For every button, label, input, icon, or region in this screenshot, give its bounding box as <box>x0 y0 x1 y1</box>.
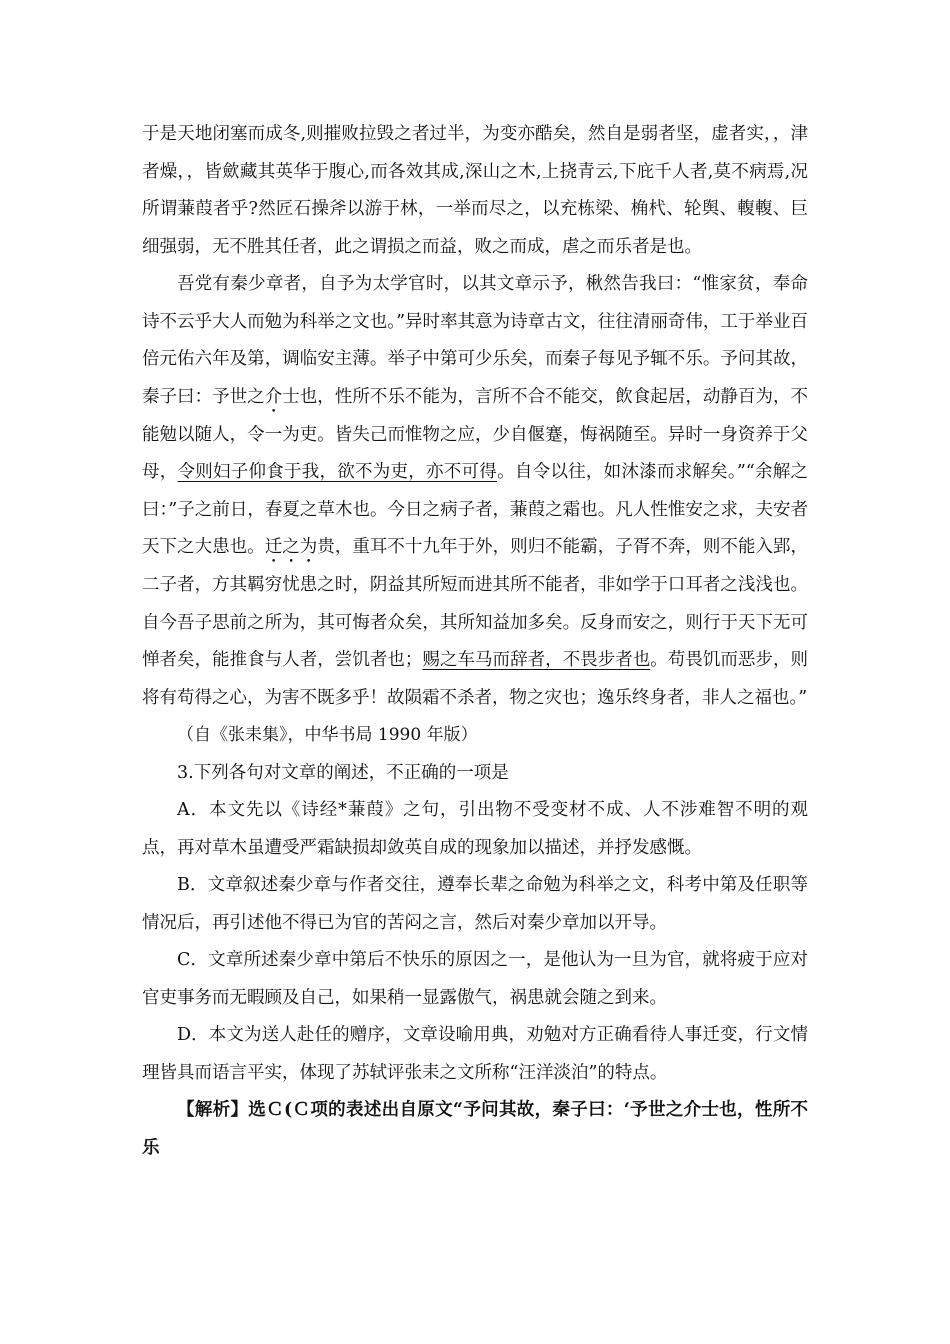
document-page <box>142 116 808 1167</box>
option-a: A．本文先以《诗经*蒹葭》之句，引出物不受变材不成、人不涉难智不明的观点，再对草木虽遭受严霜缺损却敛英自成的现象加以描述，并抒发感慨。 <box>142 800 808 858</box>
passage-text: 贵，重耳不十九年于外，则归不能霸，子胥不奔，则不能入郢，二子者，方其羁穷忧患之时，阴益其所短而进其所不能者，非如学于口耳者之浅浅也。自今吾子思前之所为，其可悔者众矣，其所知益加多矣。反身而安之，则行于天下无可惮者矣，能推食与人者，尝饥者也； <box>142 537 809 670</box>
passage-text: 。苟畏饥而恶步，则将有苟得之心，为害不既多乎！故陨霜不杀者，物之灾也；逸乐终身者，非人之福也。” <box>142 650 809 708</box>
source-citation: （自《张耒集》，中华书局 1990 年版） <box>177 725 478 745</box>
underlined-sentence-1: 令则妇子仰食于我，欲不为吏，亦不可得 <box>177 462 498 482</box>
option-b: B．文章叙述秦少章与作者交往，遵奉长辈之命勉为科举之文，科考中第及任职等情况后，再引述他不得已为官的苦闷之言，然后对秦少章加以开导。 <box>142 875 808 933</box>
passage-paragraph-2 <box>142 266 808 717</box>
analysis-text: 选Ｃ(Ｃ项的表述出自原文“予问其故，秦子曰：‘予世之介士也，性所不乐 <box>142 1100 809 1158</box>
emphasized-phrase: 迁之为 <box>264 537 318 557</box>
passage-paragraph-1 <box>142 116 808 266</box>
question-stem: 3.下列各句对文章的阐述，不正确的一项是 <box>177 762 509 783</box>
passage-text: 士也，性所不乐不能为，言所不合不能交，飲食起居，动静百为，不能勉以随人，令一为吏。皆失己而惟物之应，少自偃蹇，悔祸随至。异时一身资养于父母， <box>142 386 809 482</box>
passage-text: 吾党有秦少章者，自予为太学官时，以其文章示予，楸然告我曰：“惟家贫，奉命诗不云乎大人而勉为科举之文也。”异时率其意为诗章古文，往往清丽奇伟，工于举业百倍元佑六年及第，调临安主薄。举子中第可少乐矣，而秦子每见予辄不乐。予问其故，秦子曰：予世之 <box>142 274 808 407</box>
passage-text: 于是天地闭塞而成冬,则摧败拉毁之者过半，为变亦酷矣，然自是弱者坚，虚者实，，津者燥，，皆歛藏其英华于腹心,而各效其成,深山之木,上挠青云,下庇千人者,莫不病焉,况所谓蒹葭者乎?然匠石操斧以游于林，一举而尽之，以充栋梁、桷杙、轮舆、輹輹、巨细强弱，无不胜其任者，此之谓损之而益，败之而成，虐之而乐者是也。 <box>142 124 808 257</box>
underlined-sentence-2: 赐之车马而辞者，不畏步者也 <box>422 650 651 670</box>
emphasized-word: 介 <box>264 386 283 407</box>
option-d: D．本文为送人赴任的赠序，文章设喻用典，劝勉对方正确看待人事迁变，行文情理皆具而语言平实，体现了苏轼评张耒之文所称“汪洋淡泊”的特点。 <box>142 1025 808 1083</box>
analysis <box>142 1092 808 1167</box>
option-c: C．文章所述秦少章中第后不快乐的原因之一，是他认为一旦为官，就将疲于应对官吏事务而无暇顾及自己，如果稍一显露傲气，祸患就会随之到来。 <box>142 950 808 1008</box>
passage-text: 。自令以往，如沐漆而求解矣。”“余解之曰：”子之前日，春夏之草木也。今日之病子者，蒹葭之霜也。凡人性惟安之求，夫安者天下之大患也。 <box>142 462 808 557</box>
analysis-tag: 【解析】 <box>177 1100 249 1120</box>
